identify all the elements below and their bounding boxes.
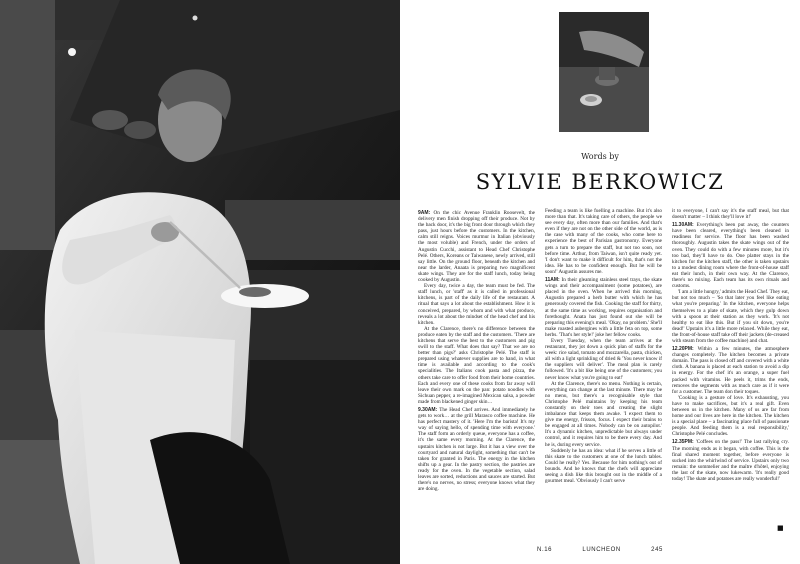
time-marker: 12.20PM: [672, 346, 698, 353]
article-page [400, 0, 800, 564]
paragraph-text: The Head Chef arrives. And immediately he gets to work… at the grill Marasco coffee machine. He has perfect mastery of it. 'Here I'm the barista! It's my way of saying hello, of spending time with everyone.' The staff form an orderly queue, everyone has a coffee, it's the same every morning. At the Clarence, the upstairs kitchen is not large. But it has a view over the courtyard and natural daylight, something that can't be taken for granted in Paris. The energy in the kitchen shifts up a gear. In the pastry section, the pastries are ready for the oven. In the vegetable section, salad leaves are sorted, reductions and sauces are started. But there's no nerves, no stress; everyone knows what they are doing. [418, 407, 535, 493]
column-1 [418, 208, 535, 533]
author-name: SYLVIE BERKOWICZ [475, 170, 725, 194]
kitchen-detail-illustration [559, 12, 649, 132]
paragraph: At the Clarence, there's no menu. Nothing is certain, everything can change at the last minute. There may be no menu, but there's a recognisable style that Christophe Pelé maintains by keeping his team constantly on their toes and creating the slight imbalance that keeps them awake. 'I expect them to give me energy, frisson, focus. I expect their brains to be engaged at all times. Nobody can be on autopilot.' It's a dynamic kitchen, unpredictable but always under control, and it requires him to be there every day. And he is, during every service. [545, 380, 662, 448]
paragraph: At the Clarence, there's no difference between the produce eaten by the staff and the customers. 'There are kitchens that serve the best to the customers and pig swill to the staff. What does that say? That we are no better than pigs?' asks Christophe Pelé. The staff is prepared using whatever supplies are to hand, in what time is available and according to the cook's specialities. The Italians cook pasta and pizza, the others take care to offer food from their home countries. Each and every one of these cooks from far away will leave their own mark on the pan: potato noodles with Sichuan pepper, a re-imagined Mexican salsa, a powder made from blackened ginger skin… [418, 325, 535, 405]
paragraph [672, 439, 789, 482]
paragraph: Suddenly he has an idea: what if he serves a little of this skate to the customers at one of the lunch tables. Could he really? Yes. Because for him nothing's out of bounds. And he knows that the chefs will appreciate seeing a dish like this brought out in the middle of a gourmet meal. 'Obviously I can't serve [545, 447, 662, 485]
paragraph: it to everyone, I can't say it's the staff meal, but that doesn't matter – I think they'll love it!' [672, 208, 789, 221]
paragraph [672, 346, 789, 395]
time-marker: 9.30AM: [418, 407, 440, 413]
paragraph: 'I am a little hungry,' admits the Head Chef. They eat, but not too much – 'So that later you feel like eating what you're preparing.' In the kitchen, everyone helps themselves to a plate of skate, which they gulp down with a spoon at their station as they work. 'It's not healthy to eat like this. But if you sit down, you're dead!' Upstairs it's a little more relaxed. While they eat, the front-of-house staff take off their jackets (de-creased with steam from the coffee machine) and chat. [672, 289, 789, 344]
page-footer [400, 547, 800, 553]
paragraph-text: In their gleaming stainless steel trays, the skate wings and their accompaniment (some potatoes), are placed in the oven. When he arrived this morning, Augustin prepared a herb butter with which he has generously covered the fish. Cooking the staff for thirty, at the same time as working, requires organisation and forethought. Anata has just found out she will be preparing this evening's meal. 'Okay, no problem.' She'll make roasted aubergines with a little feta on top, some herbs. 'That's her style!' joke her fellow cooks. [545, 277, 662, 338]
paragraph-text: On the chic Avenue Franklin Roosevelt, the delivery men finish dropping off their produce. Not by the back door, it's the big front door through which they pass, just hours before the customers. In the kitchen, calm still reigns. Voices murmur in Italian (obviously the most voluble) and French, under the orders of Augustin Cucchi, assistant to Head Chef Christophe Pelé. Others, Koreans or Taiwanese, newly arrived, still say little. On the ground floor, beneath the kitchen and near the larder, Anaata is preparing two magnificent skate wings. They are for the staff lunch, today being cooked by Augustin. [418, 210, 535, 284]
time-marker: 12.35PM: [672, 439, 696, 446]
article-body [418, 208, 789, 533]
time-marker: 11.30AM: [672, 222, 697, 229]
paragraph [545, 277, 662, 338]
paragraph [418, 407, 535, 492]
time-marker: 11AM: [545, 277, 562, 284]
page-number: 245 [651, 547, 663, 553]
byline: Words by [581, 152, 619, 161]
paragraph: 'Cooking is a gesture of love. It's exhausting, you have to make sacrifices, but it's a real gift. Even between us in the kitchen. Many of us are far from home and our lives are here in the kitchen. The kitchen is a special place – a fascinating place full of passionate people. And feeding them is a real responsibility,' Christophe Pelé concludes. [672, 394, 789, 438]
paragraph [672, 222, 789, 289]
paragraph-text: Everything's been put away, the counters have been cleared, everything's been cleaned in readiness for service. The floor has been washed thoroughly. Augustin takes the skate wings out of the oven. They could do with a few minutes more, but it's too bad, they'll have to do. One platter stays in the kitchen for the kitchen staff, the other is taken upstairs to a modest dining room where the front-of-house staff eat their lunch, in their own way. At the Clarence, there's no mixing. Each team has its own rituals and customs. [672, 222, 789, 290]
kitchen-detail-photo [559, 12, 649, 132]
column-3 [672, 208, 789, 533]
paragraph-text: 'Coffees on the pass!' The last rallying cry. The morning ends as it began, with coffee. This is the final shared moment together, before everyone is sucked into the whirlwind of service. Upstairs only two remain: the sommelier and the maître d'hôtel, enjoying the last of the skate, now lukewarm. 'It's really good today! The skate and potatoes are really wonderful!' [672, 439, 789, 483]
paragraph: Every day, twice a day, the team must be fed. The staff lunch, or 'staff' as it is called in professional kitchens, is part of the daily life of the restaurant. A ritual that says a lot about the establishment. How it is conceived, prepared, by whom and with what produce, reveals a lot about the mindset of the head chef and his kitchen. [418, 283, 535, 326]
issue-number: N.16 [537, 547, 553, 553]
paragraph: Feeding a team is like fuelling a machine. But it's also more than that. It's taking care of others, the people we see every day, often more than our families. And that's even if they are not on the other side of the world, as is the case with many of the cooks, who come here to experience the best of Parisian gastronomy. Everyone gets a turn to prepare the staff, but not too soon, not before time. Arthur, from Taiwan, isn't quite ready yet. 'I don't want to make it difficult for him, that's not the idea. He has to be confident enough. But he will be soon!' Augustin assures me. [545, 208, 662, 275]
paragraph [418, 210, 535, 283]
paragraph: Every Tuesday, when the team arrives at the restaurant, they jot down a quick plan of staffs for the week: rice salad, tomato and mozzarella, pasta, chicken, all with a light sprinkling of dried & 'You never know if the suppliers will deliver'. The meal plan is rarely followed. 'It's a bit like being one of the customers; you never know what you're going to eat!' [545, 337, 662, 381]
end-mark-icon: ■ [777, 524, 784, 532]
time-marker: 9AM: [418, 210, 434, 216]
column-2 [545, 208, 662, 533]
section-name: LUNCHEON [582, 547, 621, 553]
paragraph-text: Within a few minutes, the atmosphere changes completely. The kitchen becomes a private domain. The pass is closed off and covered with a white cloth. A banana is placed at each station to avoid a dip in energy. For the chef it's an orange, a super fuel packed with vitamins. He peels it, trims the ends, removes the segments with as much care as if it were for a customer. The team don their toques. [672, 346, 789, 395]
